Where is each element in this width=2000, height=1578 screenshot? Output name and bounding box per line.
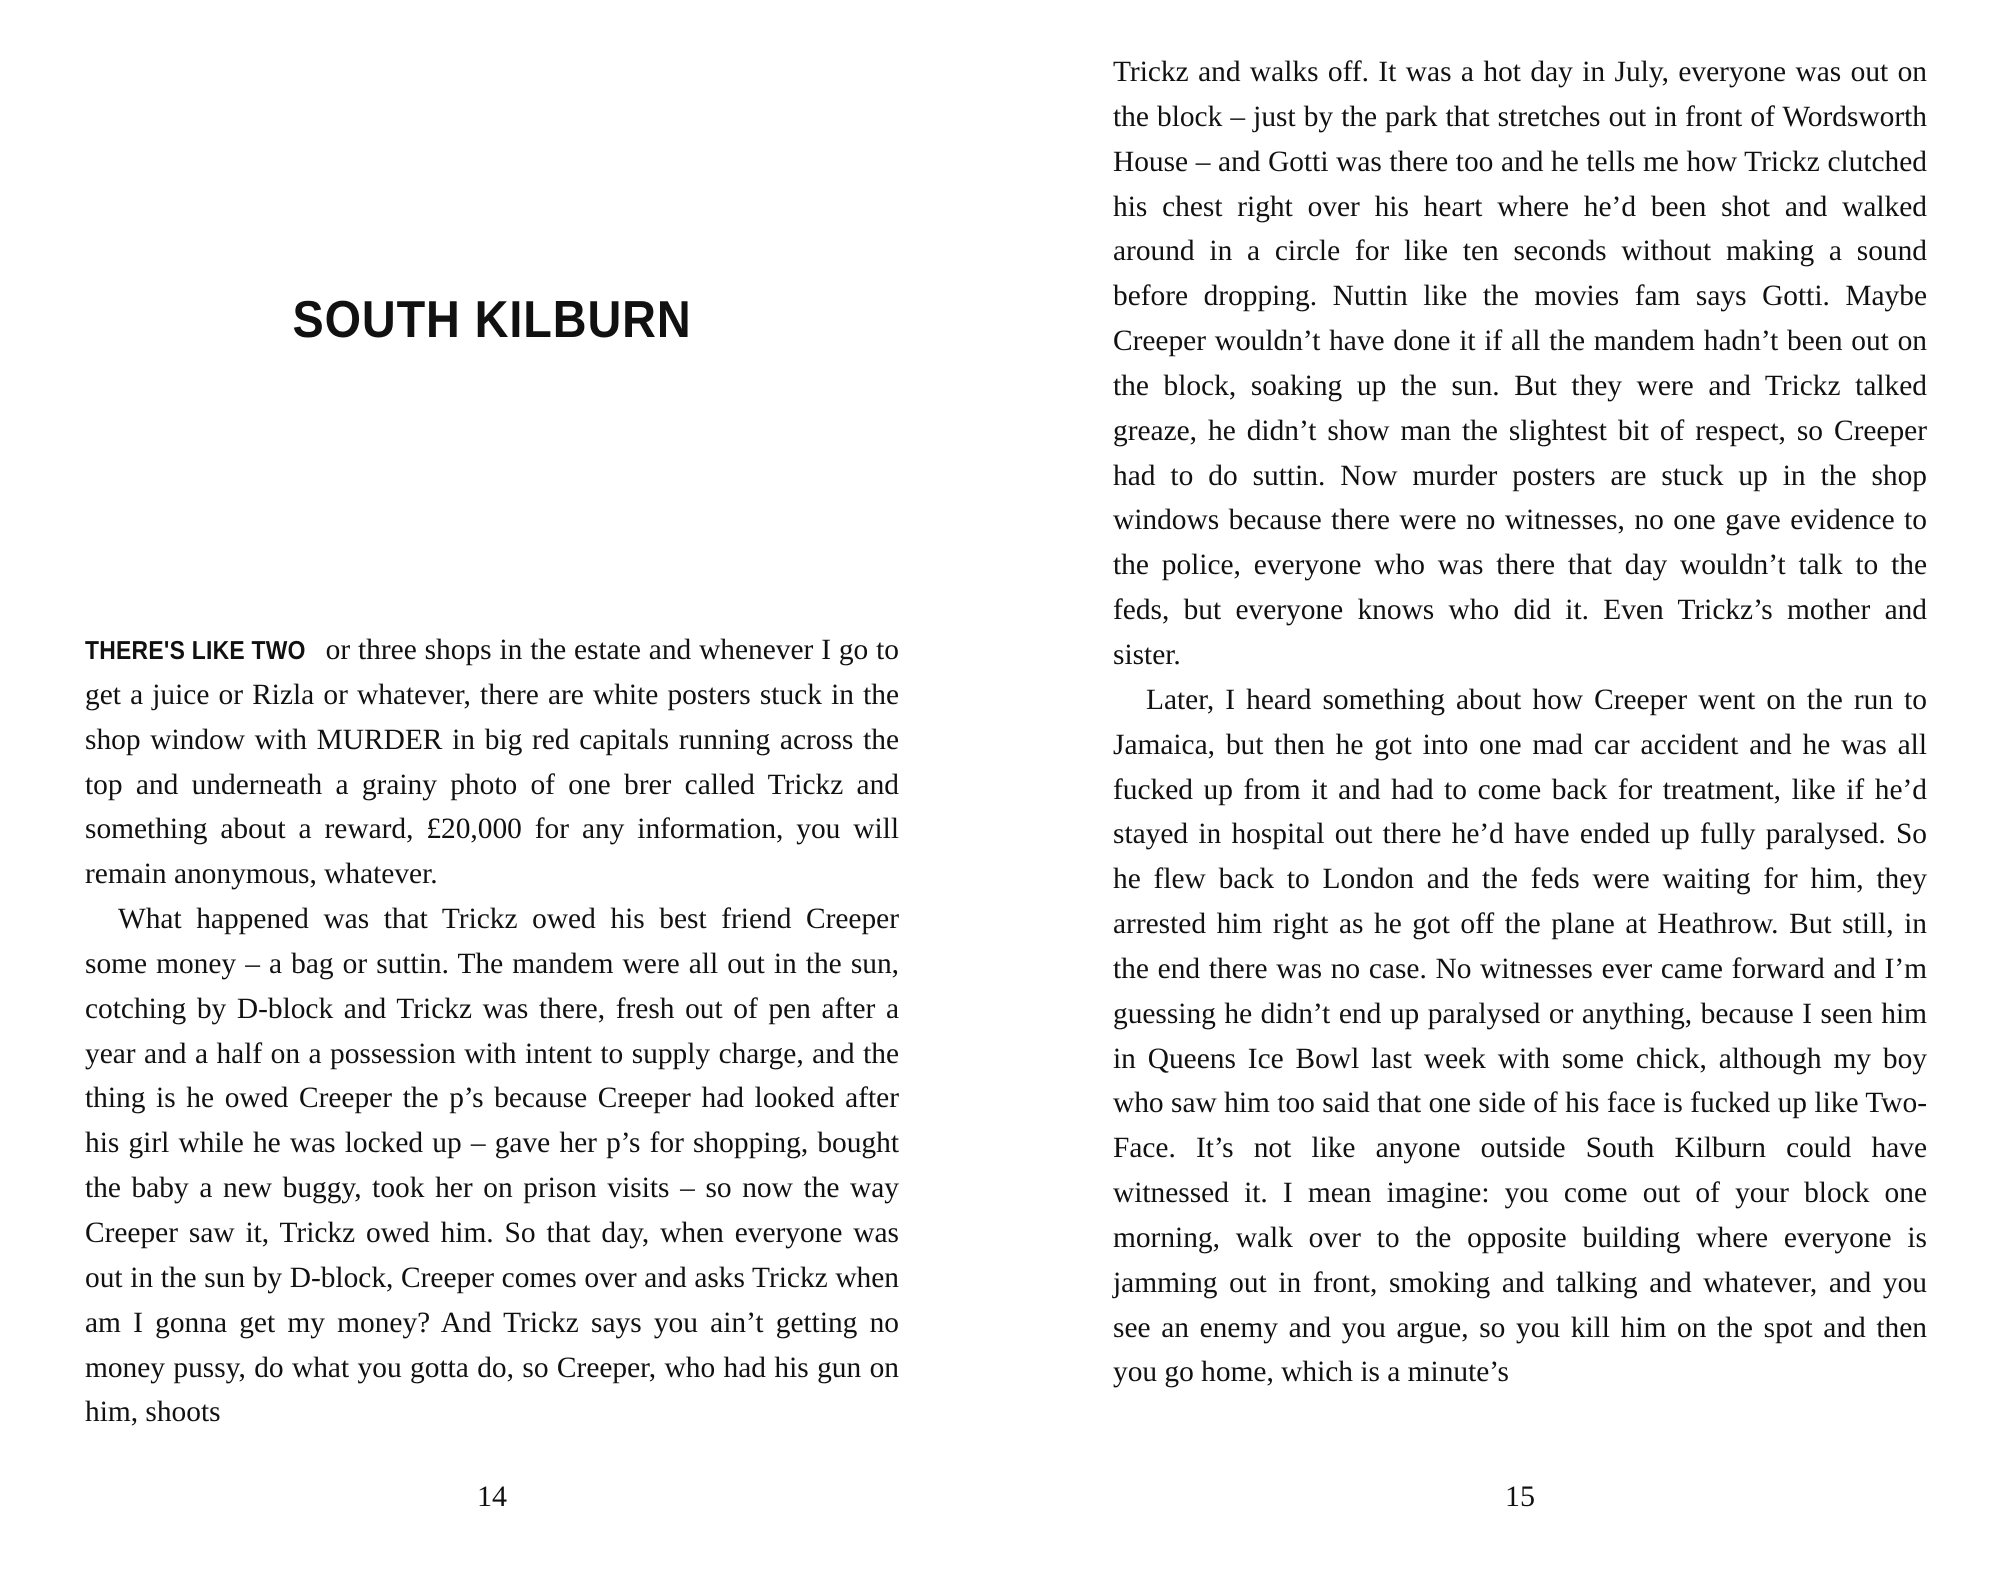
page-number-right: 15 xyxy=(1505,1480,1535,1513)
continued-paragraph: Trickz and walks off. It was a hot day in July, everyone was out on the block – just by the park that stretches out in front of Wordsworth House – and Gotti was there too and he tells me how Trickz clutched his chest right over his heart where he’d been shot and walked around in a circle for like ten seconds without making a sound before dropping. Nuttin like the movies fam says Gotti. Maybe Creeper wouldn’t have done it if all the mandem hadn’t been out on the block, soaking up the sun. But they were and Trickz talked greaze, he didn’t show man the slightest bit of respect, so Creeper had to do suttin. Now murder posters are stuck up in the shop windows because there were no witnesses, no one gave evidence to the police, everyone who was there that day wouldn’t talk to the feds, but everyone knows who did it. Even Trickz’s mother and sister. xyxy=(1113,56,1927,671)
left-page-body xyxy=(85,628,899,1435)
lead-in-small-caps: THERE'S LIKE TWO xyxy=(85,635,306,665)
page-number-left: 14 xyxy=(477,1480,507,1513)
opening-paragraph xyxy=(85,628,899,897)
chapter-title: SOUTH KILBURN xyxy=(292,291,692,349)
body-paragraph: Later, I heard something about how Creeper went on the run to Jamaica, but then he got into one mad car accident and he was all fucked up from it and had to come back for treatment, like if he’d stayed in hospital out there he’d have ended up fully paralysed. So he flew back to London and the feds were waiting for him, they arrested him right as he got off the plane at Heathrow. But still, in the end there was no case. No witnesses ever came forward and I’m guessing he didn’t end up paralysed or anything, because I seen him in Queens Ice Bowl last week with some chick, although my boy who saw him too said that one side of his face is fucked up like Two-Face. It’s not like anyone outside South Kilburn could have witnessed it. I mean imagine: you come out of your block one morning, walk over to the opposite building where everyone is jamming out in front, smoking and talking and whatever, and you see an enemy and you argue, so you kill him on the spot and then you go home, which is a minute’s xyxy=(1113,683,1927,1389)
right-page xyxy=(1000,0,2000,1578)
body-paragraph: What happened was that Trickz owed his best friend Creeper some money – a bag or suttin. The mandem were all out in the sun, cotching by D-block and Trickz was there, fresh out of pen after a year and a half on a possession with intent to supply charge, and the thing is he owed Creeper the p’s because Creeper had looked after his girl while he was locked up – gave her p’s for shopping, bought the baby a new buggy, took her on prison visits – so now the way Creeper saw it, Trickz owed him. So that day, when everyone was out in the sun by D-block, Creeper comes over and asks Trickz when am I gonna get my money? And Trickz says you ain’t getting no money pussy, do what you gotta do, so Creeper, who had his gun on him, shoots xyxy=(85,903,899,1429)
opening-paragraph-text: or three shops in the estate and whenever I go to get a juice or Rizla or whatever, there are white posters stuck in the shop window with MURDER in big red capitals running across the top and underneath a grainy photo of one brer called Trickz and something about a reward, £20,000 for any information, you will remain anonymous, whatever. xyxy=(85,634,899,891)
right-page-body xyxy=(1113,50,1927,1395)
